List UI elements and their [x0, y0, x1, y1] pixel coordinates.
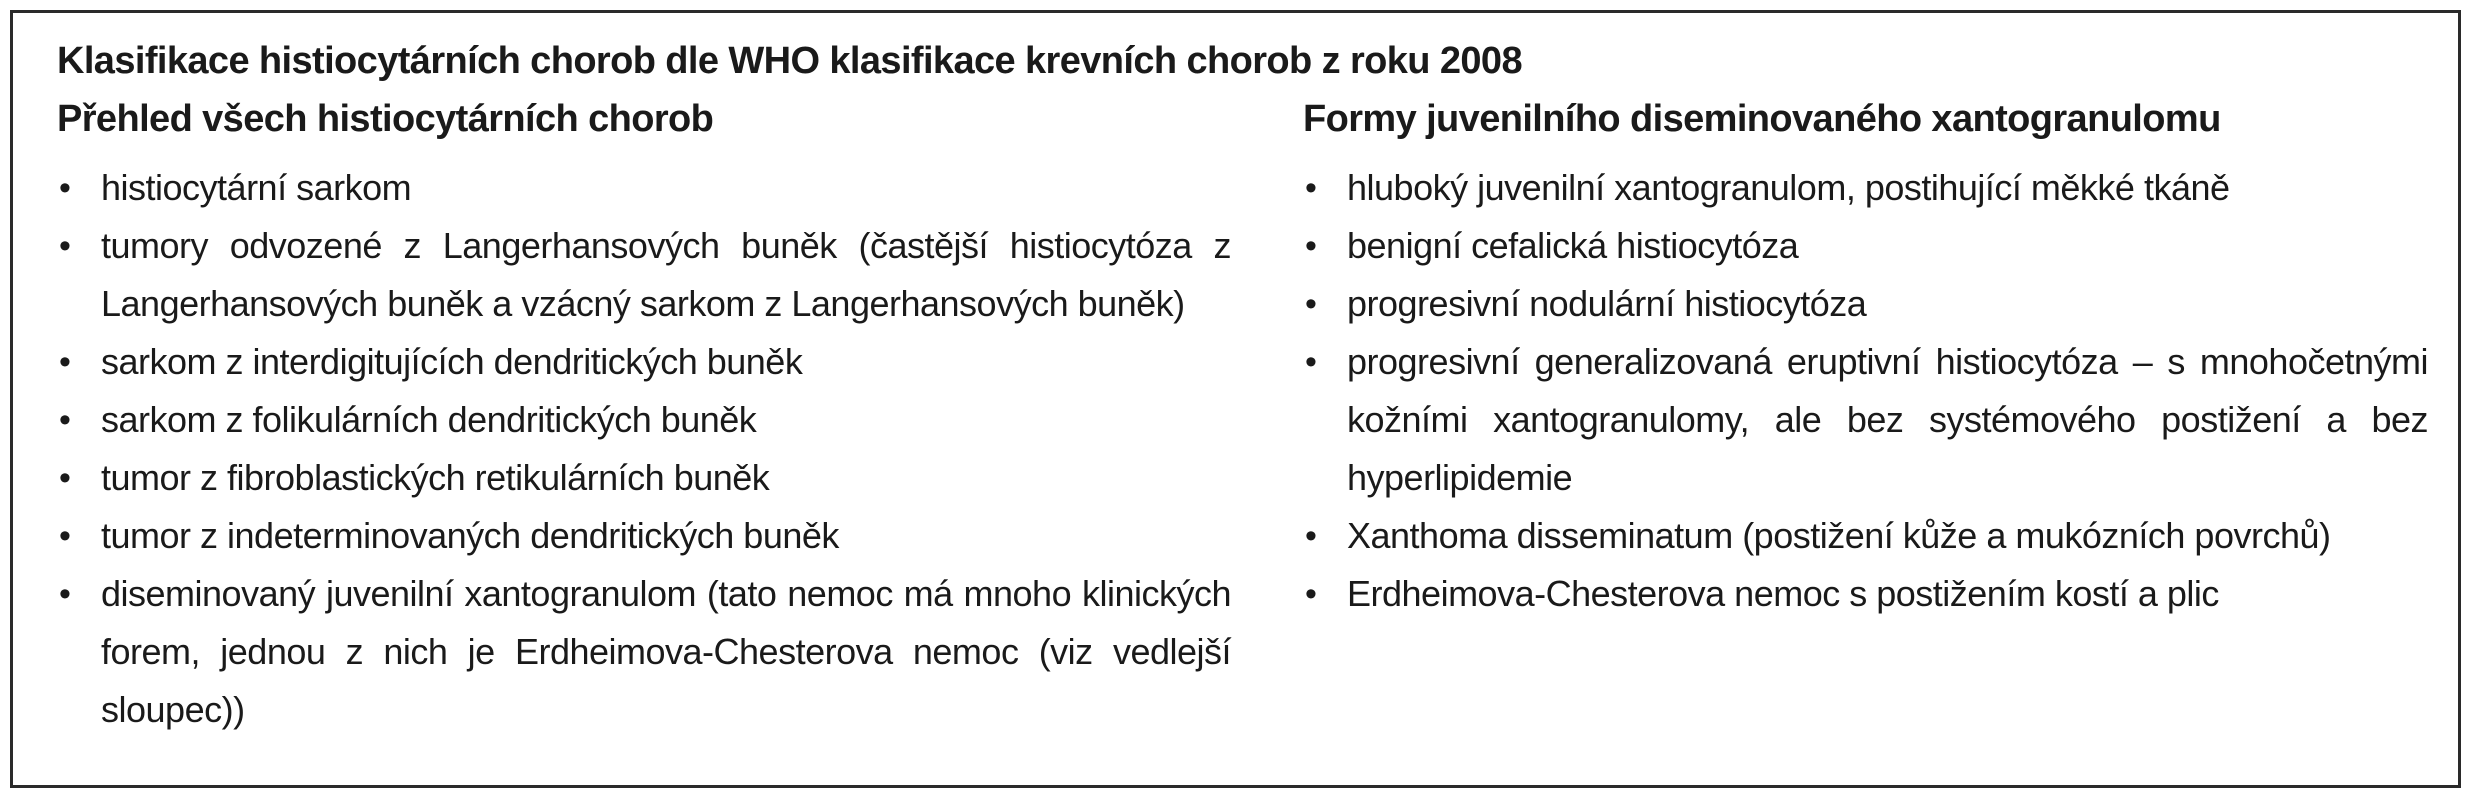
list-item	[1303, 333, 2428, 507]
list-item	[1303, 217, 2428, 275]
list-item	[57, 333, 1231, 391]
list-item-text: hluboký juvenilní xantogranulom, postihující měkké tkáně	[1347, 167, 2230, 208]
list-item	[1303, 275, 2428, 333]
bullet-icon: •	[59, 227, 71, 265]
bullet-icon: •	[59, 169, 71, 207]
classification-table	[10, 10, 2461, 788]
list-item-text: sarkom z folikulárních dendritických buněk	[101, 399, 757, 440]
list-item-text: tumor z indeterminovaných dendritických buněk	[101, 515, 839, 556]
bullet-icon: •	[59, 343, 71, 381]
list-item-text: progresivní generalizovaná eruptivní histiocytóza – s mnohočetnými kožními xantogranulomy, ale bez systémového postižení a bez hyperlipidemie	[1347, 341, 2428, 498]
bullet-icon: •	[1305, 285, 1317, 323]
list-item-text: tumor z fibroblastických retikulárních buněk	[101, 457, 770, 498]
left-column	[57, 95, 1231, 739]
bullet-icon: •	[1305, 517, 1317, 555]
list-item	[1303, 507, 2428, 565]
left-column-heading: Přehled všech histiocytárních chorob	[57, 98, 714, 140]
bullet-icon: •	[1305, 169, 1317, 207]
list-item	[1303, 565, 2428, 623]
bullet-icon: •	[1305, 227, 1317, 265]
list-item-text: diseminovaný juvenilní xantogranulom (tato nemoc má mnoho klinických forem, jednou z nich je Erdheimova-Chesterova nemoc (viz vedlejší sloupec))	[101, 573, 1231, 730]
right-column	[1303, 95, 2428, 739]
bullet-icon: •	[59, 575, 71, 613]
list-item-text: progresivní nodulární histiocytóza	[1347, 283, 1867, 324]
bullet-icon: •	[1305, 343, 1317, 381]
bullet-icon: •	[59, 517, 71, 555]
right-column-heading: Formy juvenilního diseminovaného xantogranulomu	[1303, 98, 2221, 140]
list-item	[57, 391, 1231, 449]
list-item	[57, 507, 1231, 565]
bullet-icon: •	[59, 459, 71, 497]
list-item-text: histiocytární sarkom	[101, 167, 412, 208]
left-column-list	[57, 159, 1231, 739]
bullet-icon: •	[59, 401, 71, 439]
table-columns	[57, 95, 2428, 739]
list-item	[57, 217, 1231, 333]
list-item-text: sarkom z interdigitujících dendritických buněk	[101, 341, 803, 382]
list-item-text: tumory odvozené z Langerhansových buněk (častější histiocytóza z Langerhansových buněk a vzácný sarkom z Langerhansových buněk)	[101, 225, 1231, 324]
list-item-text: benigní cefalická histiocytóza	[1347, 225, 1799, 266]
list-item	[57, 159, 1231, 217]
right-column-list	[1303, 159, 2428, 623]
list-item	[57, 449, 1231, 507]
bullet-icon: •	[1305, 575, 1317, 613]
list-item-text: Xanthoma disseminatum (postižení kůže a mukózních povrchů)	[1347, 515, 2331, 556]
list-item	[1303, 159, 2428, 217]
list-item-text: Erdheimova-Chesterova nemoc s postižením kostí a plic	[1347, 573, 2219, 614]
table-title: Klasifikace histiocytárních chorob dle WHO klasifikace krevních chorob z roku 2008	[57, 40, 1522, 82]
list-item	[57, 565, 1231, 739]
